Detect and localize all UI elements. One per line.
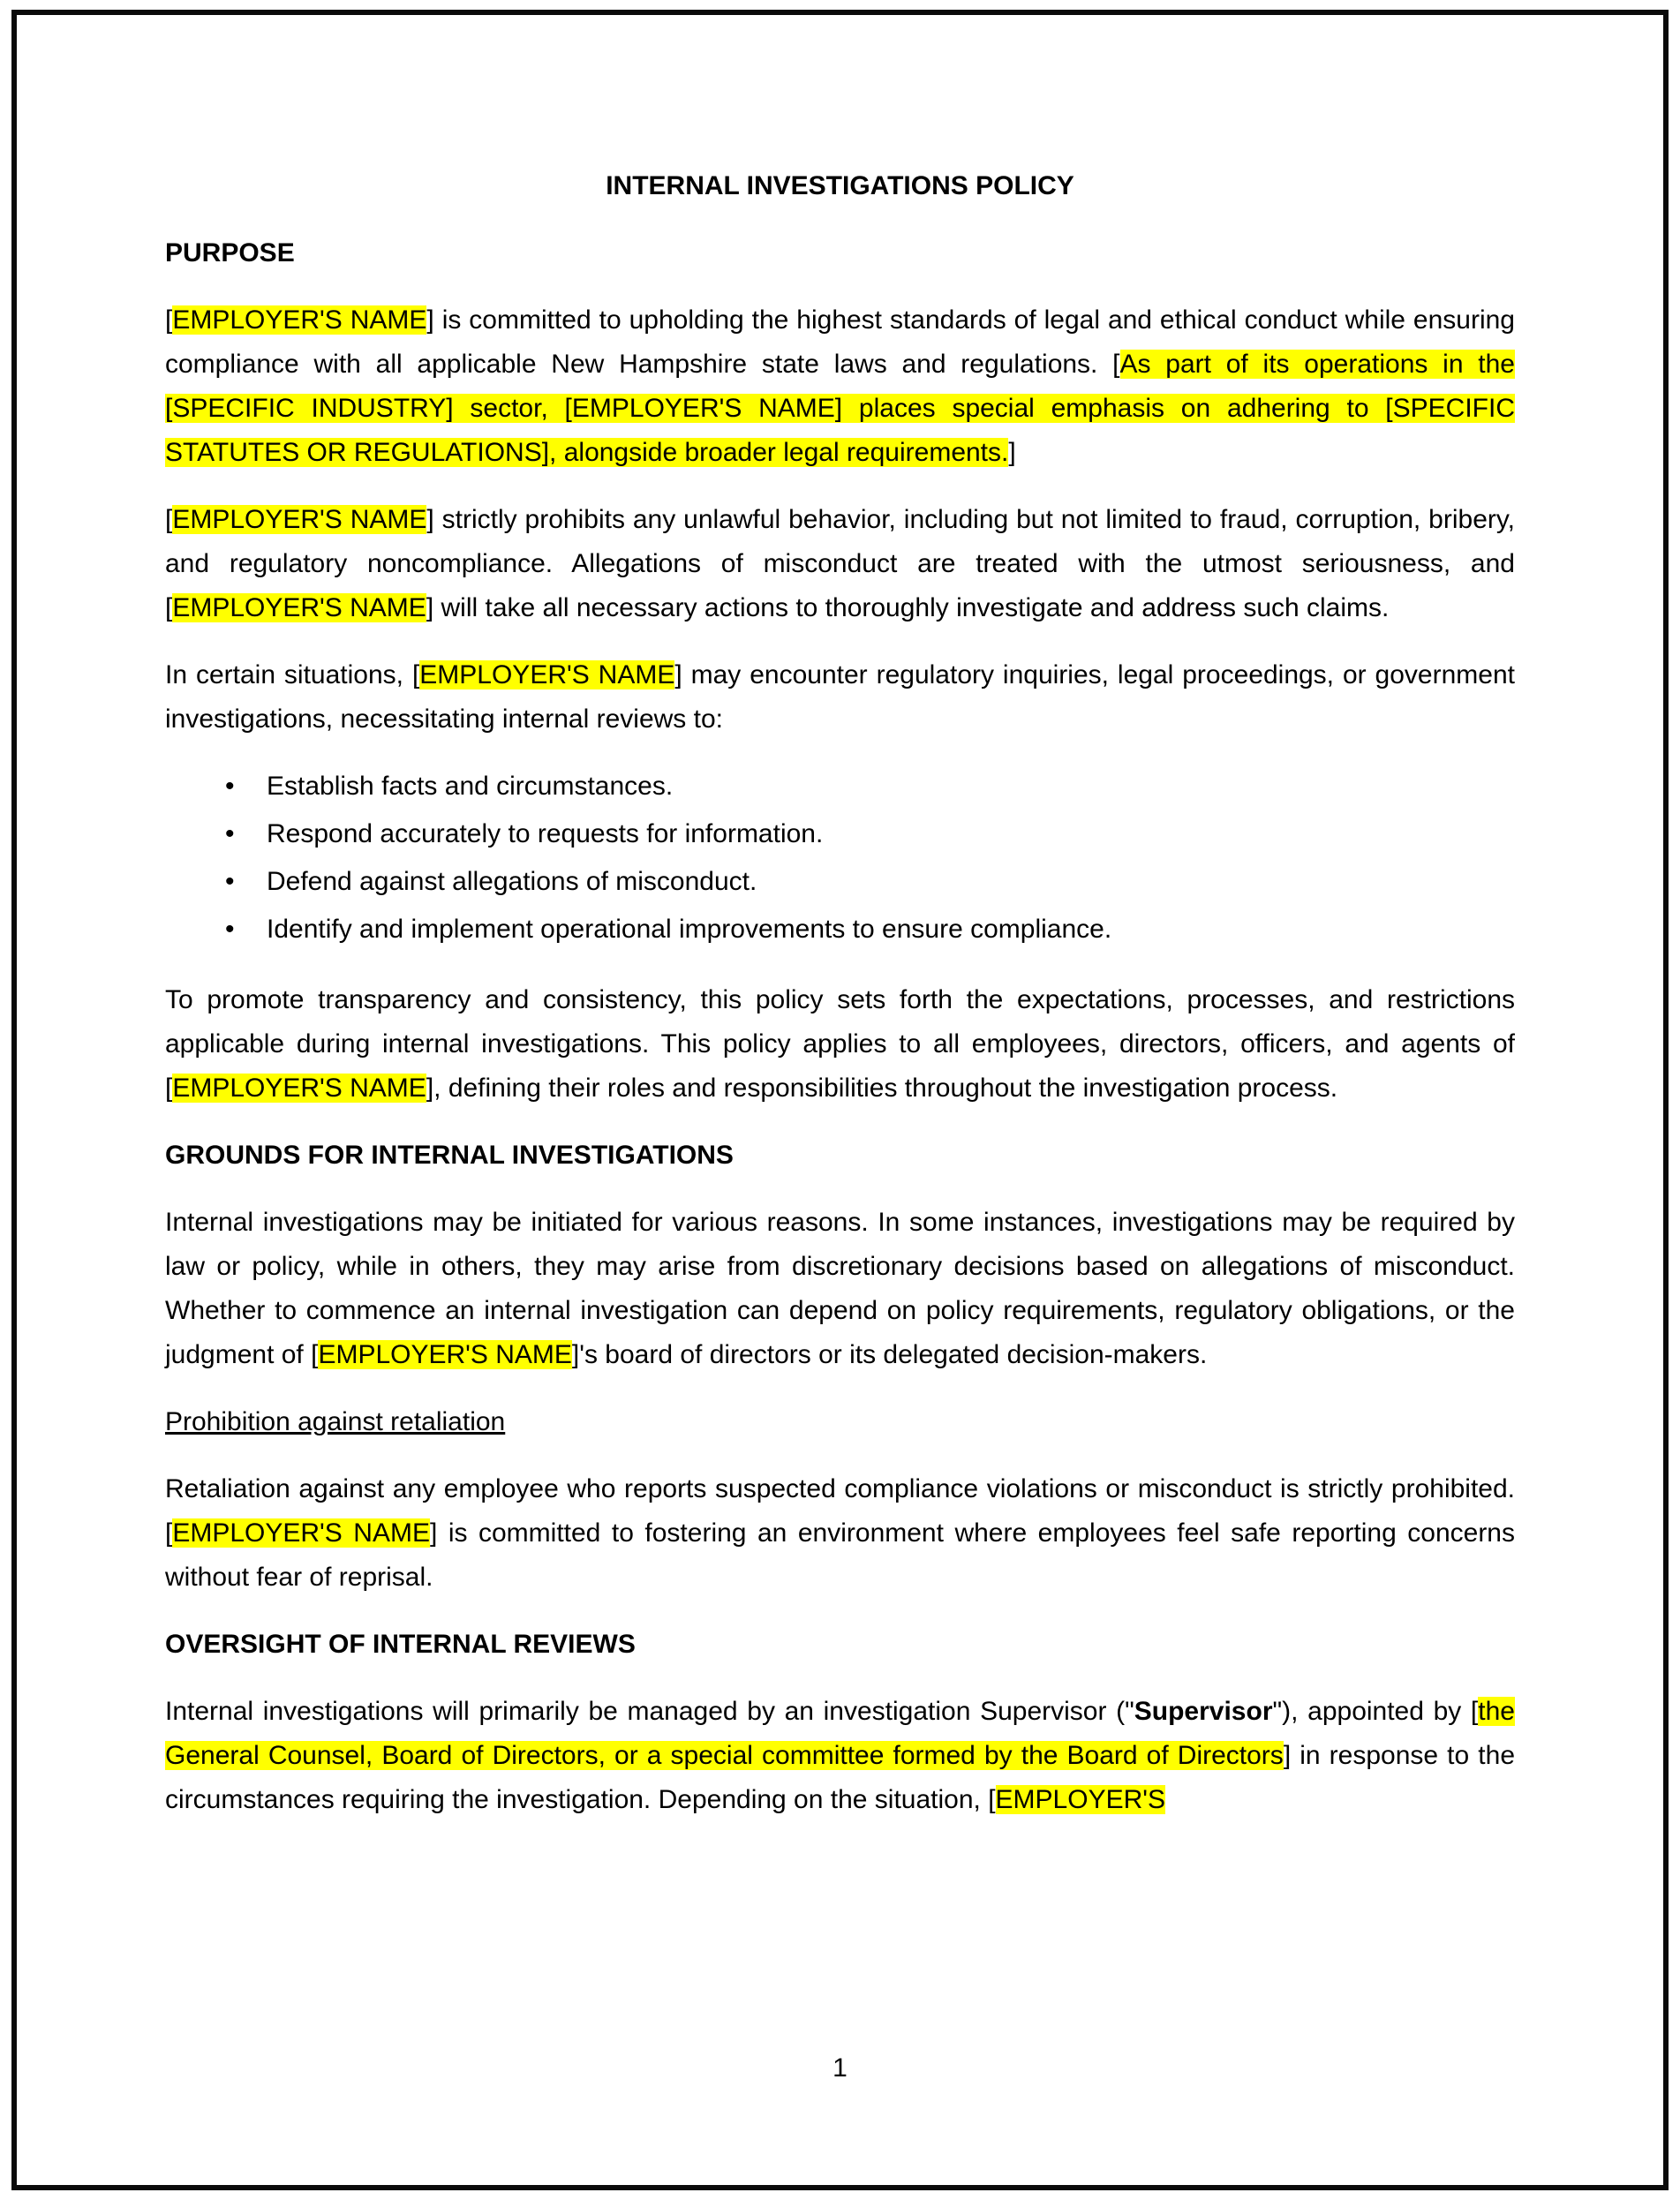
bullet-item: • Establish facts and circumstances.: [267, 765, 1515, 809]
highlighted-text: EMPLOYER'S NAME: [172, 305, 427, 335]
highlighted-text: the General Counsel, Board of Directors, or a special committee formed by the Board of Directors: [165, 1697, 1515, 1770]
highlighted-text: EMPLOYER'S NAME: [172, 593, 426, 622]
text-run: To promote transparency and consistency, this policy sets forth the expectations, processes, and restrictions applicable during internal investigations. This policy applies to all employees, directors, officers, and agents of [: [165, 985, 1515, 1103]
text-run: ]'s board of directors or its delegated decision-makers.: [571, 1340, 1208, 1369]
section-heading: PURPOSE: [165, 238, 295, 267]
text-run: ] strictly prohibits any unlawful behavior, including but not limited to fraud, corruption, bribery, and regulatory noncompliance. Allegations of misconduct are treated with the utmost seriousness, and [: [165, 505, 1515, 622]
text-run: ]: [1008, 438, 1016, 467]
document-content: [165, 164, 1515, 1845]
highlighted-text: EMPLOYER'S NAME: [172, 1518, 430, 1548]
document-title: INTERNAL INVESTIGATIONS POLICY: [606, 171, 1074, 200]
text-run: Internal investigations will primarily be managed by an investigation Supervisor (": [165, 1697, 1134, 1726]
paragraph: [165, 653, 1515, 742]
paragraph: [165, 978, 1515, 1111]
bullet-item: • Defend against allegations of misconduct.: [267, 860, 1515, 904]
text-run: ] will take all necessary actions to thoroughly investigate and address such claims.: [426, 593, 1390, 622]
subsection-heading: Prohibition against retaliation: [165, 1407, 506, 1436]
text-run: ], defining their roles and responsibilities throughout the investigation process.: [426, 1074, 1338, 1103]
highlighted-text: EMPLOYER'S: [995, 1785, 1165, 1814]
text-run: ] may encounter regulatory inquiries, legal proceedings, or government investigations, necessitating internal reviews to:: [165, 660, 1515, 734]
highlighted-text: EMPLOYER'S NAME: [419, 660, 675, 689]
paragraph: [165, 298, 1515, 475]
section-heading: OVERSIGHT OF INTERNAL REVIEWS: [165, 1630, 636, 1659]
text-run: Internal investigations may be initiated for various reasons. In some instances, investigations may be required by law or policy, while in others, they may arise from discretionary decisions based on allegations of misconduct. Whether to commence an internal investigation can depend on policy requirements, regulatory obligations, or the judgment of [: [165, 1208, 1515, 1369]
page-number: 1: [832, 2053, 848, 2083]
text-run: [: [165, 305, 173, 335]
text-run: ] in response to the circumstances requiring the investigation. Depending on the situation, [: [165, 1741, 1516, 1814]
bullet-list: [165, 765, 1515, 952]
bullet-item: • Respond accurately to requests for information.: [267, 812, 1515, 856]
highlighted-text: EMPLOYER'S NAME: [318, 1340, 572, 1369]
highlighted-text: As part of its operations in the [SPECIFIC INDUSTRY] sector, [EMPLOYER'S NAME] places special emphasis on adhering to [SPECIFIC STATUTES OR REGULATIONS], alongside broader legal requirements.: [165, 350, 1515, 467]
bullet-item: • Identify and implement operational improvements to ensure compliance.: [267, 908, 1515, 952]
text-run: "), appointed by [: [1272, 1697, 1479, 1726]
text-run: Retaliation against any employee who reports suspected compliance violations or misconduct is strictly prohibited. [: [165, 1474, 1515, 1548]
section-heading: GROUNDS FOR INTERNAL INVESTIGATIONS: [165, 1141, 734, 1170]
text-run: ] is committed to upholding the highest standards of legal and ethical conduct while ensuring compliance with all applicable New Hampshire state laws and regulations. [: [165, 305, 1515, 379]
paragraph: [165, 1201, 1515, 1377]
highlighted-text: EMPLOYER'S NAME: [172, 505, 427, 534]
text-run: [: [165, 505, 173, 534]
highlighted-text: EMPLOYER'S NAME: [172, 1074, 426, 1103]
paragraph: [165, 1467, 1515, 1600]
paragraph: [165, 498, 1515, 630]
paragraph: [165, 1690, 1515, 1822]
text-run: In certain situations, [: [165, 660, 420, 689]
text-run: Supervisor: [1134, 1697, 1273, 1726]
document-body: [165, 231, 1515, 1822]
text-run: ] is committed to fostering an environment where employees feel safe reporting concerns without fear of reprisal.: [165, 1518, 1515, 1592]
